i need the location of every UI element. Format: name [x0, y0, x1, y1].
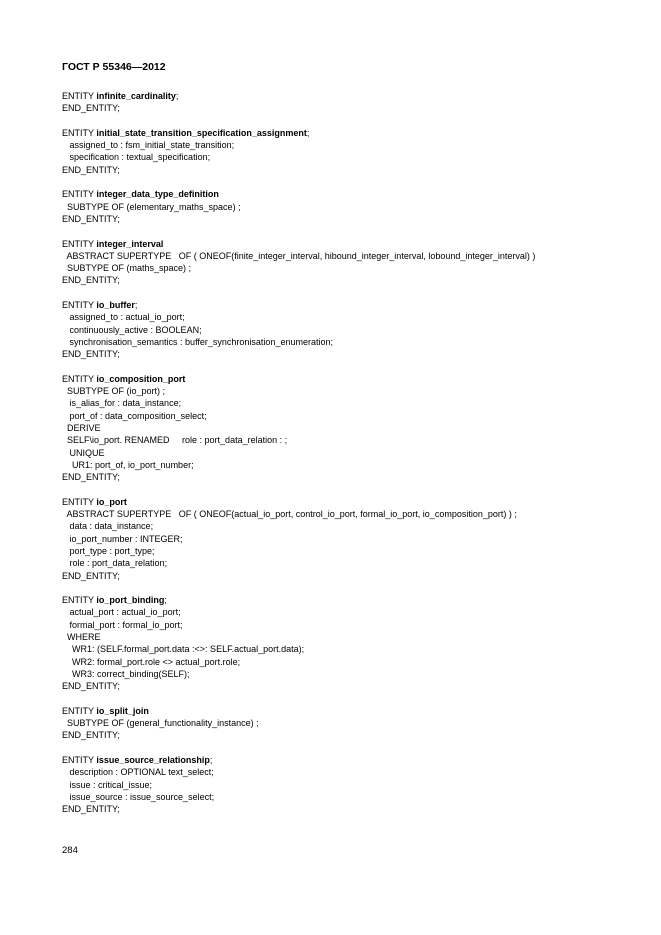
line-text: END_ENTITY;	[62, 103, 120, 114]
entity-name: io_port_binding	[96, 595, 165, 606]
code-line	[62, 471, 642, 483]
entity-block	[62, 754, 642, 815]
code-line	[62, 668, 642, 680]
code-line	[62, 250, 642, 262]
code-line	[62, 397, 642, 409]
entity-name: integer_interval	[96, 238, 164, 249]
line-text: ENTITY	[62, 238, 97, 249]
code-line	[62, 299, 642, 311]
line-text: END_ENTITY;	[62, 275, 120, 286]
line-text: formal_port : formal_io_port;	[62, 619, 183, 630]
entity-block	[62, 238, 642, 287]
line-text: SELF\io_port. RENAMED role : port_data_relation : ;	[62, 435, 288, 446]
line-text: is_alias_for : data_instance;	[62, 398, 182, 409]
code-line	[62, 385, 642, 397]
entity-block	[62, 90, 642, 115]
line-suffix: ;	[134, 300, 138, 311]
line-text: END_ENTITY;	[62, 213, 120, 224]
entity-name: integer_data_type_definition	[96, 189, 219, 200]
page-number: 284	[62, 845, 78, 856]
entity-block	[62, 188, 642, 225]
code-line	[62, 139, 642, 151]
code-line	[62, 545, 642, 557]
code-line	[62, 262, 642, 274]
code-line	[62, 594, 642, 606]
line-text: specification : textual_specification;	[62, 152, 211, 163]
line-text: ENTITY	[62, 300, 97, 311]
code-line	[62, 213, 642, 225]
line-text: UNIQUE	[62, 447, 105, 458]
entity-block	[62, 373, 642, 484]
code-line	[62, 410, 642, 422]
line-text: ENTITY	[62, 755, 97, 766]
line-text: ABSTRACT SUPERTYPE OF ( ONEOF(actual_io_port, control_io_port, formal_io_port, io_composition_port) ) ;	[62, 509, 517, 520]
line-text: ENTITY	[62, 127, 97, 138]
code-line	[62, 422, 642, 434]
code-line	[62, 127, 642, 139]
entity-name: io_split_join	[96, 705, 149, 716]
code-line	[62, 606, 642, 618]
entity-name: initial_state_transition_specification_assignment	[96, 127, 307, 138]
code-line	[62, 151, 642, 163]
code-line	[62, 102, 642, 114]
line-text: SUBTYPE OF (maths_space) ;	[62, 263, 192, 274]
line-text: ENTITY	[62, 189, 97, 200]
code-line	[62, 557, 642, 569]
line-text: ABSTRACT SUPERTYPE OF ( ONEOF(finite_integer_interval, hibound_integer_interval, lobound_integer_interval) )	[62, 250, 536, 261]
entity-block	[62, 594, 642, 692]
code-line	[62, 373, 642, 385]
code-line	[62, 201, 642, 213]
line-text: port_type : port_type;	[62, 545, 155, 556]
document-header: ГОСТ Р 55346—2012	[62, 61, 166, 73]
line-text: END_ENTITY;	[62, 681, 120, 692]
entity-name: io_buffer	[96, 300, 135, 311]
line-suffix: ;	[306, 127, 310, 138]
line-text: ENTITY	[62, 496, 97, 507]
line-text: SUBTYPE OF (io_port) ;	[62, 386, 166, 397]
line-text: END_ENTITY;	[62, 804, 120, 815]
line-text: END_ENTITY;	[62, 472, 120, 483]
code-line	[62, 791, 642, 803]
entity-name: infinite_cardinality	[96, 91, 176, 101]
code-line	[62, 643, 642, 655]
line-text: issue_source : issue_source_select;	[62, 791, 215, 802]
code-line	[62, 348, 642, 360]
line-text: SUBTYPE OF (general_functionality_instance) ;	[62, 718, 259, 729]
line-text: WR3: correct_binding(SELF);	[62, 668, 190, 679]
code-line	[62, 705, 642, 717]
line-suffix: ;	[164, 595, 167, 606]
code-line	[62, 434, 642, 446]
line-text: assigned_to : actual_io_port;	[62, 312, 185, 323]
line-text: issue : critical_issue;	[62, 779, 153, 790]
code-line	[62, 656, 642, 668]
line-text: continuously_active : BOOLEAN;	[62, 324, 202, 335]
line-text: END_ENTITY;	[62, 570, 120, 581]
entity-name: issue_source_relationship	[96, 755, 210, 766]
entity-block	[62, 299, 642, 360]
code-line	[62, 717, 642, 729]
entity-block	[62, 705, 642, 742]
code-line	[62, 324, 642, 336]
line-text: ENTITY	[62, 373, 97, 384]
line-text: END_ENTITY;	[62, 164, 120, 175]
line-text: port_of : data_composition_select;	[62, 410, 207, 421]
code-line	[62, 164, 642, 176]
line-text: io_port_number : INTEGER;	[62, 533, 183, 544]
line-suffix: ;	[175, 91, 179, 101]
code-line	[62, 238, 642, 250]
code-line	[62, 520, 642, 532]
code-line	[62, 729, 642, 741]
code-line	[62, 570, 642, 582]
line-suffix: ;	[209, 755, 213, 766]
entity-name: io_port	[96, 496, 127, 507]
entity-block	[62, 127, 642, 176]
line-text: UR1: port_of, io_port_number;	[62, 459, 194, 470]
line-text: actual_port : actual_io_port;	[62, 607, 181, 618]
entity-name: io_composition_port	[96, 373, 186, 384]
code-line	[62, 188, 642, 200]
line-text: role : port_data_relation;	[62, 558, 168, 569]
line-text: assigned_to : fsm_initial_state_transition;	[62, 140, 235, 151]
line-text: ENTITY	[62, 91, 97, 101]
code-line	[62, 766, 642, 778]
line-text: WR2: formal_port.role <> actual_port.role;	[62, 656, 241, 667]
line-text: data : data_instance;	[62, 521, 154, 532]
code-line	[62, 631, 642, 643]
code-line	[62, 336, 642, 348]
line-text: description : OPTIONAL text_select;	[62, 767, 214, 778]
code-line	[62, 274, 642, 286]
code-line	[62, 447, 642, 459]
code-line	[62, 779, 642, 791]
line-text: ENTITY	[62, 705, 97, 716]
code-line	[62, 90, 642, 102]
line-text: WHERE	[62, 632, 101, 643]
code-line	[62, 680, 642, 692]
code-line	[62, 311, 642, 323]
line-text: END_ENTITY;	[62, 730, 120, 741]
line-text: END_ENTITY;	[62, 349, 120, 360]
line-text: WR1: (SELF.formal_port.data :<>: SELF.actual_port.data);	[62, 644, 305, 655]
document-body	[62, 90, 642, 828]
code-line	[62, 533, 642, 545]
line-text: ENTITY	[62, 595, 97, 606]
code-line	[62, 496, 642, 508]
code-line	[62, 459, 642, 471]
line-text: SUBTYPE OF (elementary_maths_space) ;	[62, 201, 241, 212]
code-line	[62, 619, 642, 631]
code-line	[62, 803, 642, 815]
code-line	[62, 754, 642, 766]
code-line	[62, 508, 642, 520]
line-text: DERIVE	[62, 423, 101, 434]
line-text: synchronisation_semantics : buffer_synchronisation_enumeration;	[62, 336, 333, 347]
entity-block	[62, 496, 642, 582]
